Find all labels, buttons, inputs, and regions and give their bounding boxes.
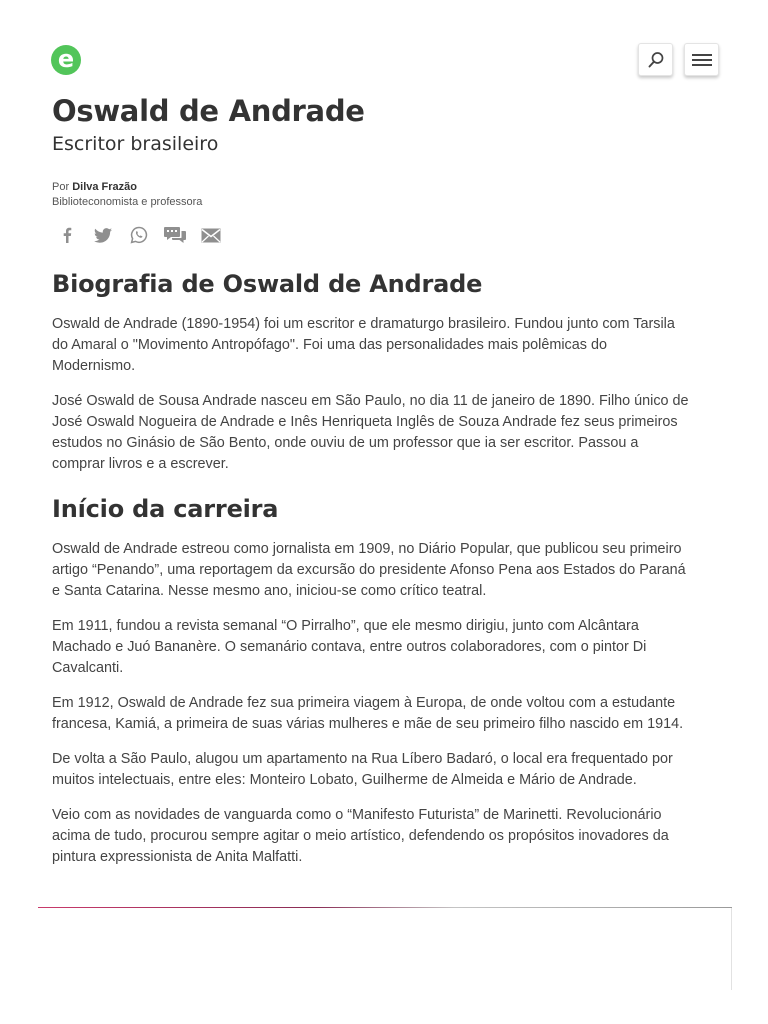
author-role: Biblioteconomista e professora — [52, 196, 203, 208]
site-logo[interactable] — [51, 45, 81, 75]
article-paragraph: Oswald de Andrade estreou como jornalista em 1909, no Diário Popular, que publicou seu primeiro artigo “Penando”, uma reportagem da excursão do presidente Afonso Pena aos Estados do Paraná e Santa Catarina. Nesse mesmo ano, iniciou-se como crítico teatral. — [52, 541, 686, 599]
comments-button[interactable] — [164, 225, 186, 245]
menu-button[interactable] — [684, 43, 719, 76]
article-paragraph: José Oswald de Sousa Andrade nasceu em São Paulo, no dia 11 de janeiro de 1890. Filho único de José Oswald Nogueira de Andrade e Inês Henriqueta Inglês de Souza Andrade fez seus primeiros estudos no Ginásio de São Bento, onde ouviu de um professor que ia ser escritor. Passou a comprar livros e a escrever. — [52, 393, 689, 472]
ad-frame-edge — [731, 908, 732, 990]
comments-icon — [164, 226, 186, 244]
email-icon — [201, 228, 221, 243]
ad-slot — [0, 908, 768, 1024]
byline — [52, 180, 202, 210]
article-paragraph: De volta a São Paulo, alugou um apartamento na Rua Líbero Badaró, o local era frequentado por muitos intelectuais, entre eles: Monteiro Lobato, Guilherme de Almeida e Mário de Andrade. — [52, 751, 673, 788]
section-heading-inicio-carreira: Início da carreira — [52, 495, 279, 523]
article-paragraph: Em 1912, Oswald de Andrade fez sua primeira viagem à Europa, de onde voltou com a estudante francesa, Kamiá, a primeira de suas várias mulheres e mãe de seu primeiro filho nascido em 1914. — [52, 695, 684, 732]
share-bar — [56, 225, 236, 245]
facebook-icon — [62, 227, 72, 243]
facebook-share-button[interactable] — [56, 225, 78, 245]
whatsapp-share-button[interactable] — [128, 225, 150, 245]
email-share-button[interactable] — [200, 225, 222, 245]
twitter-share-button[interactable] — [92, 225, 114, 245]
logo-letter: e — [57, 44, 75, 73]
twitter-icon — [94, 228, 112, 243]
hamburger-menu-icon — [692, 53, 712, 67]
whatsapp-icon — [130, 226, 148, 244]
section-heading-biografia: Biografia de Oswald de Andrade — [52, 270, 483, 298]
page-subtitle: Escritor brasileiro — [52, 133, 219, 155]
article-paragraph: Em 1911, fundou a revista semanal “O Pirralho”, que ele mesmo dirigiu, junto com Alcântara Machado e Juó Bananère. O semanário contava, entre outros colaboradores, com o pintor Di Cavalcanti. — [52, 618, 647, 676]
article-body — [52, 262, 692, 868]
search-button[interactable] — [638, 43, 673, 76]
article-paragraph: Veio com as novidades de vanguarda como o “Manifesto Futurista” de Marinetti. Revolucionário acima de tudo, procurou sempre agitar o meio artístico, defendendo os propósitos inovadores da pintura expressionista de Anita Malfatti. — [52, 807, 669, 865]
ad-divider — [38, 907, 732, 908]
author-link[interactable]: Dilva Frazão — [72, 181, 137, 193]
byline-prefix: Por — [52, 181, 70, 193]
search-icon — [647, 51, 665, 69]
article-paragraph: Oswald de Andrade (1890-1954) foi um escritor e dramaturgo brasileiro. Fundou junto com Tarsila do Amaral o "Movimento Antropófago". Foi uma das personalidades mais polêmicas do Modernismo. — [52, 316, 675, 374]
page-title: Oswald de Andrade — [52, 94, 365, 128]
